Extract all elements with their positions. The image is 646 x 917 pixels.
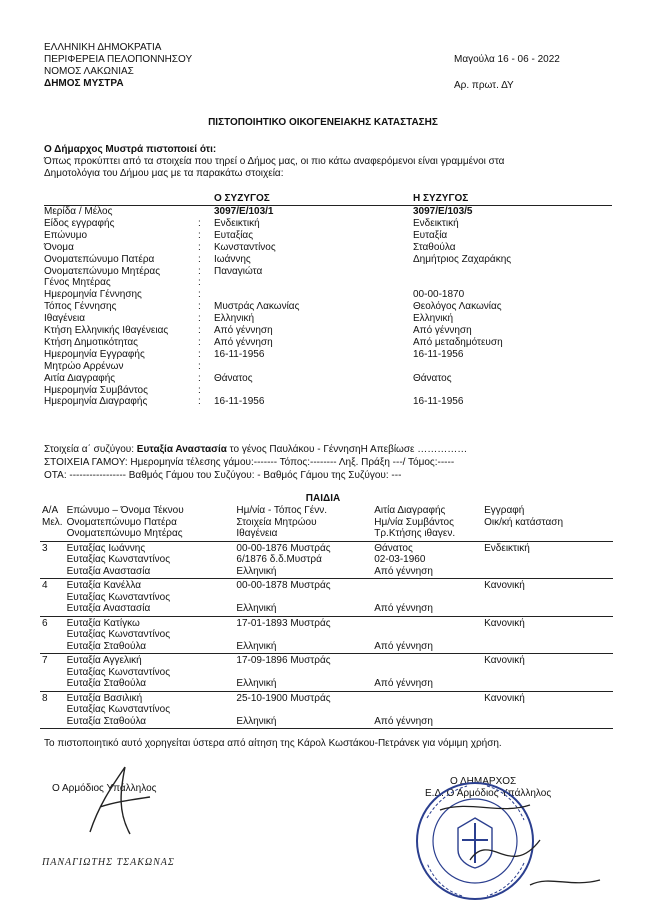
child-birth (234, 541, 372, 579)
field-colon: : (198, 313, 201, 325)
child-aa (40, 654, 65, 692)
child-names-line: Ευταξία Βασιλική (66, 692, 143, 704)
marriage-line: ΣΤΟΙΧΕΙΑ ΓΑΜΟΥ: Ημερομηνία τέλεσης γάμου:------- Τόπος:-------- Ληξ. Πράξη ---/ Τόμος:----- (44, 457, 455, 468)
wife-value: Ελληνική (413, 313, 454, 325)
child-birth-line: 17-09-1896 Μυστράς (236, 655, 331, 666)
issuer-line-2: ΠΕΡΙΦΕΡΕΙΑ ΠΕΛΟΠΟΝΝΗΣΟΥ (44, 54, 193, 65)
header-line: Ημ/νία Συμβάντος (374, 516, 454, 528)
child-birth-line (236, 667, 370, 679)
header-line: Α/Α (42, 505, 59, 516)
child-registration (482, 541, 613, 579)
child-birth-line: Ελληνική (236, 640, 277, 652)
child-birth (234, 654, 372, 692)
child-aa-line: 4 (42, 580, 48, 591)
field-label: Γένος Μητέρας (44, 277, 111, 289)
child-row (40, 691, 613, 729)
document-title: ΠΙΣΤΟΠΟΙΗΤΙΚΟ ΟΙΚΟΓΕΝΕΙΑΚΗΣ ΚΑΤΑΣΤΑΣΗΣ (208, 117, 438, 128)
husband-value: Κωνσταντίνος (214, 241, 276, 253)
child-names-line: Ευταξία Αναστασία (66, 603, 151, 614)
child-deletion (372, 654, 482, 692)
child-names (65, 691, 235, 729)
field-colon: : (198, 217, 201, 229)
child-names-line: Ευταξία Κατίγκω (66, 617, 140, 629)
child-birth-line: 25-10-1900 Μυστράς (236, 692, 331, 704)
header-line: Οικ/κή κατάσταση (484, 516, 564, 528)
child-birth (234, 616, 372, 654)
husband-value: Ενδεικτική (214, 217, 260, 229)
child-names-line: Ευταξία Σταθούλα (66, 640, 147, 652)
wife-value: 16-11-1956 (413, 348, 464, 360)
child-registration (482, 691, 613, 729)
husband-value: Ελληνική (214, 313, 255, 325)
prior-spouse-rest: το γένος Παυλάκου - ΓέννησηΗ Απεβίωσε …………… (226, 444, 468, 455)
child-deletion-line (374, 629, 480, 641)
child-row (40, 579, 613, 617)
field-label: Ονοματεπώνυμο Πατέρα (44, 253, 155, 265)
child-deletion-line (374, 592, 480, 604)
child-deletion-line: Από γέννηση (374, 603, 433, 614)
wife-value: Θεολόγος Λακωνίας (413, 301, 502, 313)
child-registration-line: Κανονική (484, 692, 525, 704)
field-label: Μερίδα / Μέλος (44, 206, 113, 217)
field-colon: : (198, 348, 201, 360)
field-label: Είδος εγγραφής (44, 217, 115, 229)
protocol-number: Αρ. πρωτ. ΔΥ (454, 80, 514, 91)
husband-header: Ο ΣΥΖΥΓΟΣ (214, 193, 270, 204)
children-column-header (482, 505, 613, 541)
wife-value: 16-11-1956 (413, 396, 464, 408)
header-line: Αιτία Διαγραφής (374, 505, 446, 516)
child-aa (40, 541, 65, 579)
child-birth-line: Ελληνική (236, 603, 277, 614)
husband-value: Ιωάννης (214, 253, 251, 265)
child-birth-line: 00-00-1876 Μυστράς (236, 542, 331, 554)
child-aa (40, 616, 65, 654)
wife-value: Δημήτριος Ζαχαράκης (413, 253, 512, 265)
child-row (40, 616, 613, 654)
child-deletion (372, 541, 482, 579)
left-signatory-title: Ο Αρμόδιος Υπάλληλος (52, 783, 157, 794)
field-colon: : (198, 289, 201, 301)
child-names (65, 654, 235, 692)
child-birth-line: Ελληνική (236, 678, 277, 689)
child-names (65, 541, 235, 579)
field-label: Τόπος Γέννησης (44, 301, 117, 313)
right-signatory-title: Ο ΔΗΜΑΡΧΟΣ (450, 776, 517, 787)
intro-line-2: Δημοτολόγια του Δήμου μας με τα παρακάτω στοιχεία: (44, 168, 284, 179)
field-colon: : (198, 229, 201, 241)
children-column-header (234, 505, 372, 541)
child-names (65, 616, 235, 654)
husband-value: 16-11-1956 (214, 348, 265, 360)
child-row (40, 654, 613, 692)
child-birth-line: 00-00-1878 Μυστράς (236, 580, 331, 591)
field-colon: : (198, 384, 201, 396)
children-title: ΠΑΙΔΙΑ (305, 493, 341, 504)
field-label: Ημερομηνία Γέννησης (44, 289, 142, 301)
child-names-line: Ευταξία Αγγελική (66, 655, 142, 666)
field-label: Ημερομηνία Εγγραφής (44, 348, 145, 360)
field-label: Ημερομηνία Συμβάντος (44, 384, 148, 396)
husband-value: 16-11-1956 (214, 396, 265, 408)
field-colon: : (198, 241, 201, 253)
wife-value: Σταθούλα (413, 241, 456, 253)
place-date: Μαγούλα 16 - 06 - 2022 (454, 54, 560, 65)
ota-line: ΟΤΑ: ----------------- Βαθμός Γάμου του Συζύγου: - Βαθμός Γάμου της Συζύγου: --- (44, 470, 402, 481)
child-names-line: Ευταξίας Κωνσταντίνος (66, 666, 171, 678)
left-signatory-name: ΠΑΝΑΓΙΩΤΗΣ ΤΣΑΚΩΝΑΣ (42, 857, 175, 868)
children-table (40, 505, 613, 729)
left-signature (70, 762, 160, 842)
header-line: Στοιχεία Μητρώου (236, 516, 317, 528)
child-names-line: Ευταξίας Κωνσταντίνος (66, 554, 171, 565)
field-colon: : (198, 372, 201, 384)
child-names-line: Ευταξίας Κωνσταντίνος (66, 629, 171, 640)
child-names-line: Ευταξία Σταθούλα (66, 715, 147, 727)
child-registration (482, 579, 613, 617)
child-birth-line: 6/1876 δ.δ.Μυστρά (236, 554, 322, 565)
child-registration (482, 654, 613, 692)
header-line: Εγγραφή (484, 505, 525, 516)
child-birth-line (236, 629, 370, 641)
field-colon: : (198, 396, 201, 408)
children-column-header (372, 505, 482, 541)
wife-header: Η ΣΥΖΥΓΟΣ (413, 193, 469, 204)
child-birth (234, 579, 372, 617)
husband-value: Θάνατος (214, 372, 253, 384)
issuer-line-3: ΝΟΜΟΣ ΛΑΚΩΝΙΑΣ (44, 66, 134, 77)
child-deletion-line (374, 655, 480, 667)
child-deletion-line: Από γέννηση (374, 565, 433, 577)
header-line: Τρ.Κτήσης ιθαγεν. (374, 528, 456, 539)
right-signatory-subtitle: Ε.Δ. Ο Αρμόδιος Υπάλληλος (425, 788, 552, 799)
child-names-line: Ευταξία Αναστασία (66, 565, 151, 577)
child-deletion-line (374, 693, 480, 705)
child-names (65, 579, 235, 617)
husband-value: Από γέννηση (214, 325, 273, 336)
field-colon: : (198, 336, 201, 348)
child-deletion-line (374, 667, 480, 679)
husband-value: Ευταξίας (214, 229, 254, 241)
child-deletion (372, 616, 482, 654)
field-colon: : (198, 265, 201, 277)
spouses-header-rule (44, 205, 612, 206)
child-birth-line: 17-01-1893 Μυστράς (236, 617, 331, 629)
child-deletion-line: 02-03-1960 (374, 554, 426, 565)
field-label: Αιτία Διαγραφής (44, 372, 116, 384)
intro-line-1: Όπως προκύπτει από τα στοιχεία που τηρεί ο Δήμος μας, οι πιο κάτω αναφερόμενοι είναι γραμμένοι στα (44, 156, 505, 167)
field-label: Επώνυμο (44, 229, 88, 241)
field-label: Ιθαγένεια (44, 313, 86, 325)
field-label: Ημερομηνία Διαγραφής (44, 396, 148, 408)
municipality-name: ΔΗΜΟΣ ΜΥΣΤΡΑ (44, 78, 124, 89)
husband-value: 3097/Ε/103/1 (214, 206, 274, 217)
child-deletion-line: Από γέννηση (374, 715, 433, 727)
child-birth-line (236, 592, 370, 604)
prior-spouse-name: Ευταξία Αναστασία (136, 444, 227, 455)
husband-value: Παναγιώτα (214, 265, 263, 277)
child-aa (40, 579, 65, 617)
field-colon: : (198, 360, 201, 372)
wife-value: 3097/Ε/103/5 (413, 206, 473, 217)
prior-spouse-prefix: Στοιχεία α΄ συζύγου: (44, 444, 137, 455)
field-label: Μητρώο Αρρένων (44, 360, 124, 372)
issuer-line-1: ΕΛΛΗΝΙΚΗ ΔΗΜΟΚΡΑΤΙΑ (44, 42, 162, 53)
header-line: Ονοματεπώνυμο Πατέρα (66, 516, 177, 528)
right-signature (430, 790, 610, 900)
intro-heading: Ο Δήμαρχος Μυστρά πιστοποιεί ότι: (44, 144, 217, 155)
children-column-header (65, 505, 235, 541)
header-line: Επώνυμο – Όνομα Τέκνου (66, 505, 184, 516)
field-label: Κτήση Ελληνικής Ιθαγένειας (44, 325, 169, 336)
child-deletion (372, 691, 482, 729)
child-aa-line: 3 (42, 542, 48, 554)
child-deletion-line: Θάνατος (374, 542, 413, 554)
child-registration-line: Κανονική (484, 655, 525, 666)
child-registration-line: Κανονική (484, 617, 525, 629)
child-deletion-line (374, 580, 480, 592)
wife-value: 00-00-1870 (413, 289, 465, 301)
footer-note: Το πιστοποιητικό αυτό χορηγείται ύστερα από αίτηση της Κάρολ Κωστάκου-Πετράνεκ για νόμιμη χρήση. (44, 738, 502, 749)
field-label: Όνομα (44, 241, 74, 253)
wife-value: Θάνατος (413, 372, 452, 384)
field-colon: : (198, 277, 201, 289)
child-aa-line: 8 (42, 692, 48, 704)
child-birth (234, 691, 372, 729)
field-colon: : (198, 253, 201, 265)
header-line: Μελ. (42, 516, 63, 528)
child-deletion-line (374, 704, 480, 716)
child-birth-line (236, 704, 370, 716)
field-label: Κτήση Δημοτικότητας (44, 336, 138, 348)
child-deletion-line (374, 618, 480, 630)
child-row (40, 541, 613, 579)
children-table-header (40, 505, 613, 541)
child-names-line: Ευταξίας Ιωάννης (66, 542, 146, 554)
child-names-line: Ευταξία Κανέλλα (66, 580, 141, 591)
child-aa-line: 7 (42, 655, 48, 666)
child-registration-line: Κανονική (484, 580, 525, 591)
field-colon: : (198, 325, 201, 336)
child-deletion (372, 579, 482, 617)
child-birth-line: Ελληνική (236, 715, 277, 727)
issuer-block (44, 42, 192, 90)
child-names-line: Ευταξία Σταθούλα (66, 678, 147, 689)
child-deletion-line: Από γέννηση (374, 678, 433, 689)
child-aa-line: 6 (42, 617, 48, 629)
wife-value: Από μεταδημότευση (413, 336, 503, 348)
child-names-line: Ευταξίας Κωνσταντίνος (66, 591, 171, 603)
wife-value: Ευταξία (413, 229, 448, 241)
husband-value: Από γέννηση (214, 336, 273, 348)
wife-value: Ενδεικτική (413, 217, 459, 229)
husband-value: Μυστράς Λακωνίας (214, 301, 300, 313)
header-line: Ημ/νία - Τόπος Γένν. (236, 505, 327, 516)
child-registration (482, 616, 613, 654)
wife-value: Από γέννηση (413, 325, 472, 336)
header-line: Ιθαγένεια (236, 528, 278, 539)
child-deletion-line: Από γέννηση (374, 640, 433, 652)
child-aa (40, 691, 65, 729)
child-names-line: Ευταξίας Κωνσταντίνος (66, 704, 171, 715)
child-birth-line: Ελληνική (236, 565, 277, 577)
child-registration-line: Ενδεικτική (484, 542, 530, 554)
field-label: Ονοματεπώνυμο Μητέρας (44, 265, 161, 277)
children-column-header (40, 505, 65, 541)
prior-spouse-line (44, 444, 467, 455)
header-line: Ονοματεπώνυμο Μητέρας (66, 528, 183, 539)
field-colon: : (198, 301, 201, 313)
